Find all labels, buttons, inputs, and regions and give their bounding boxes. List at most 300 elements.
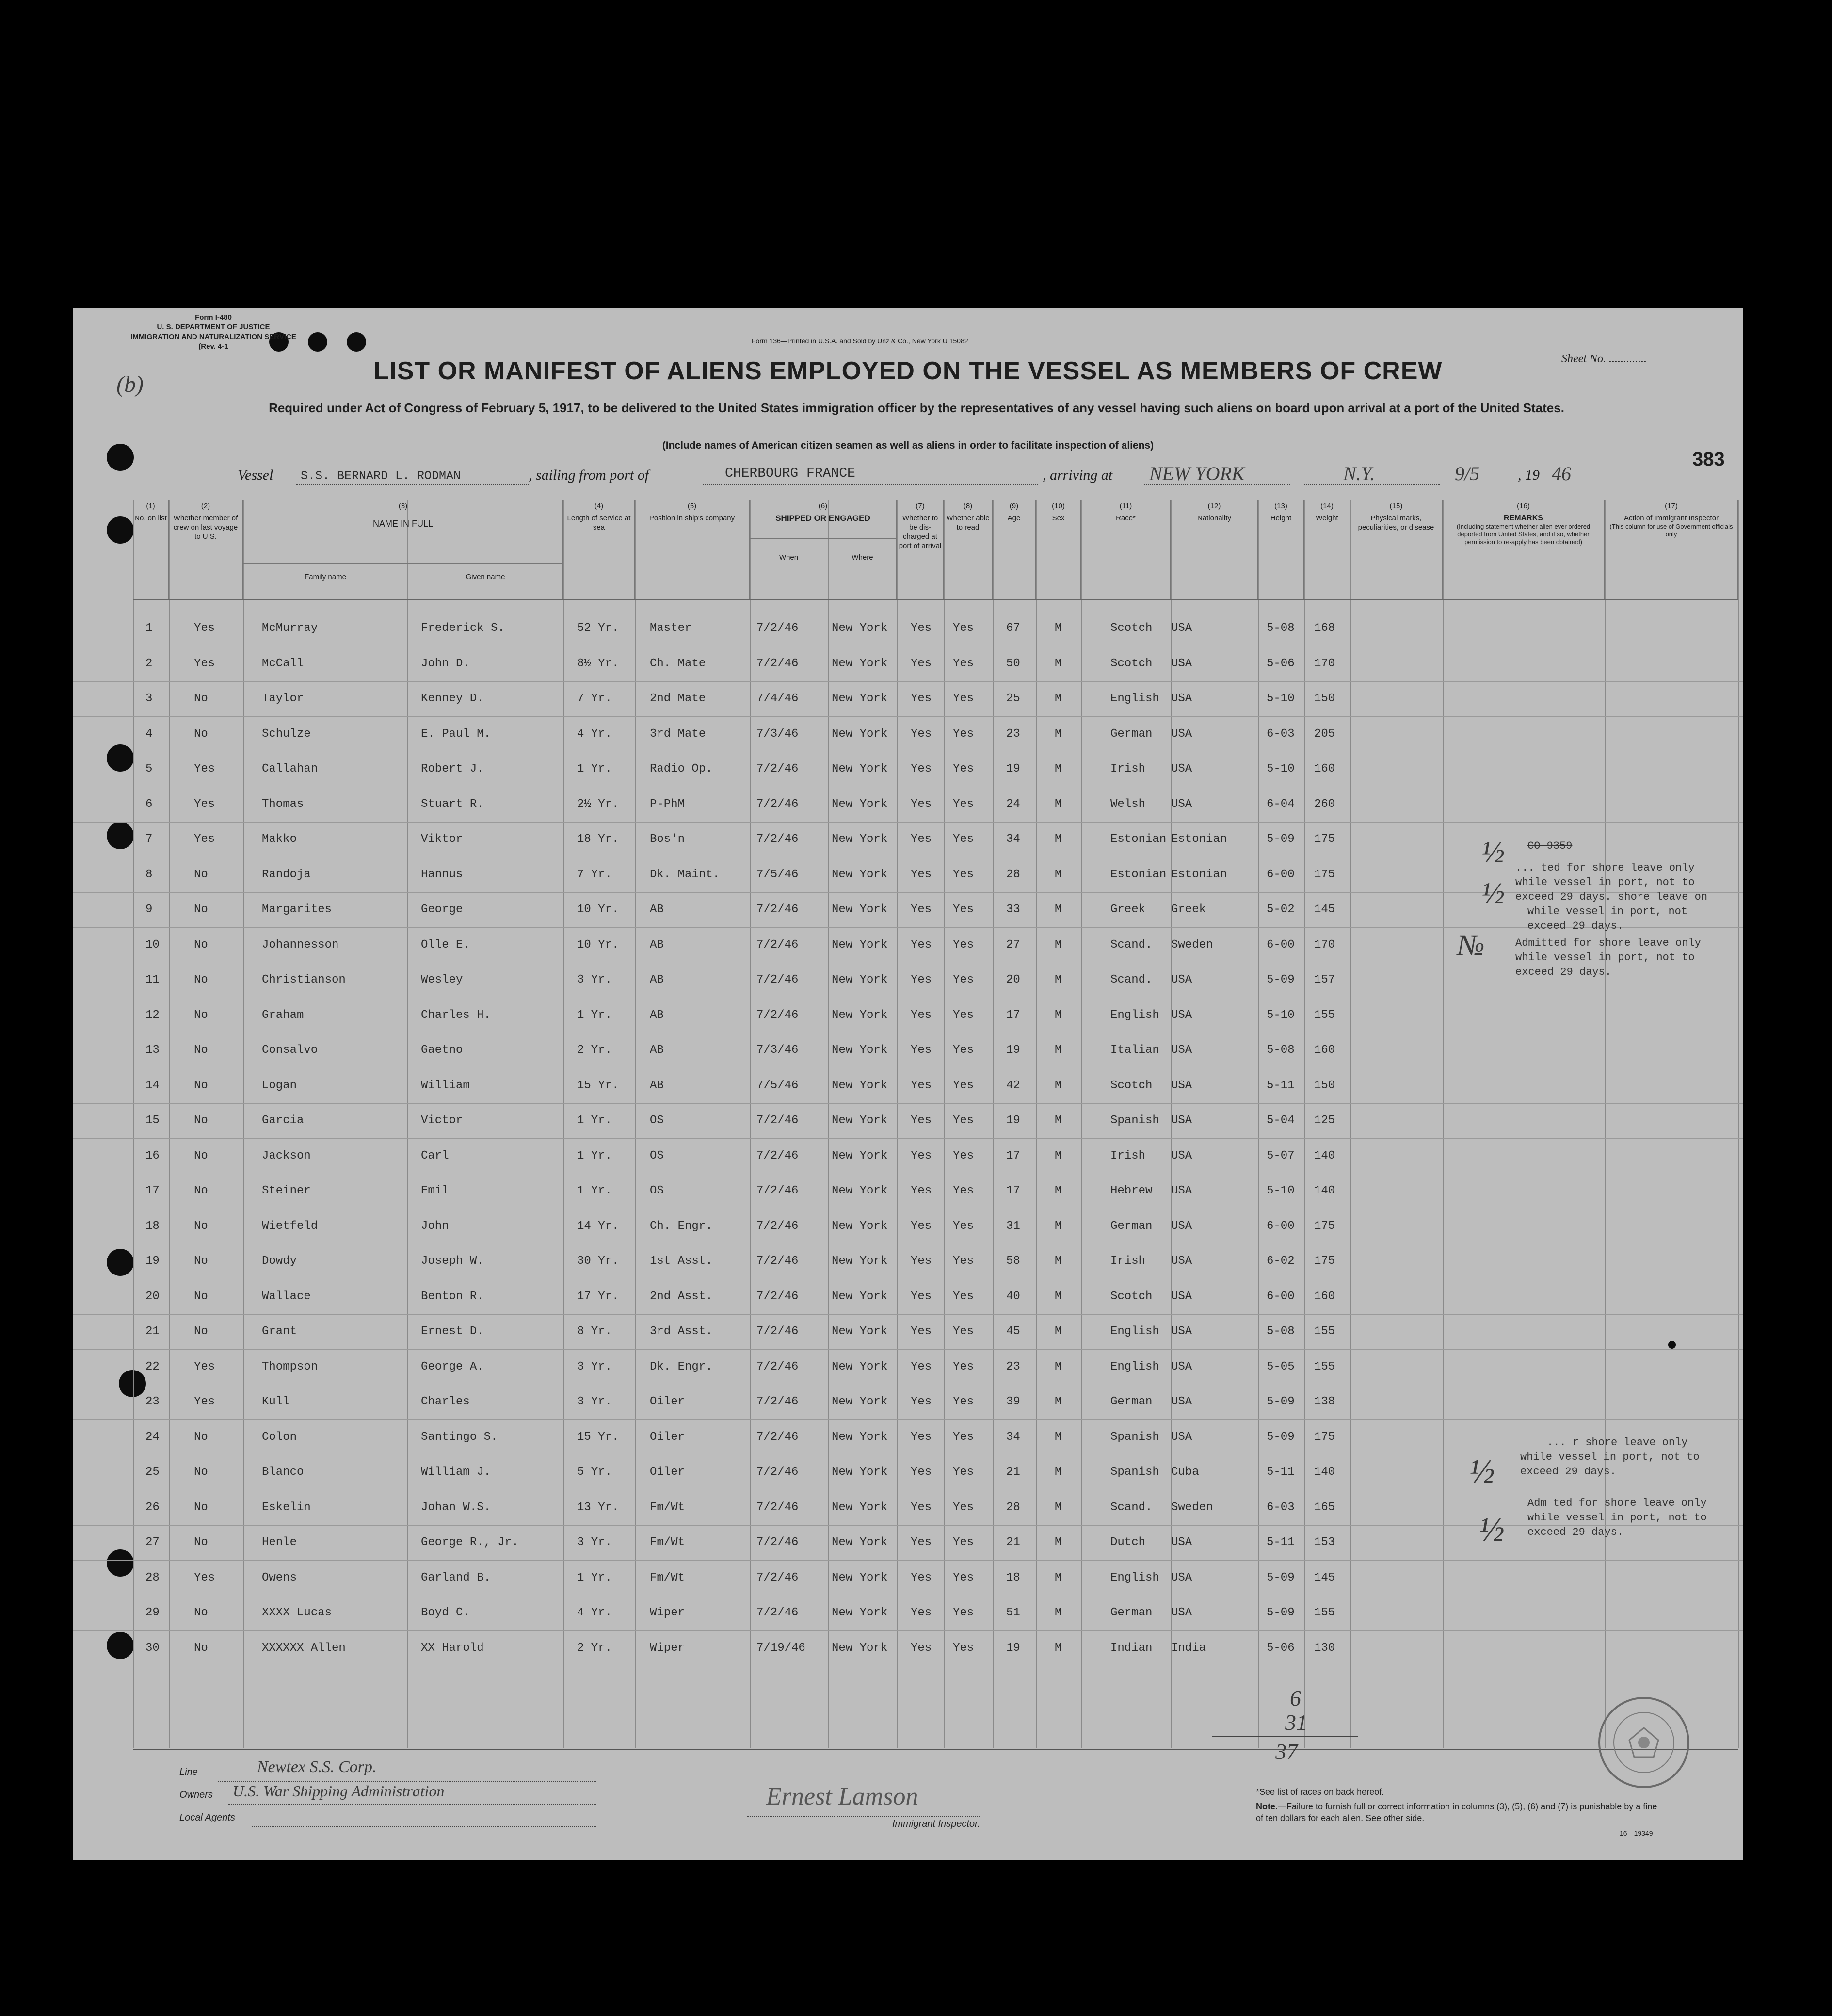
arriving-city: NEW YORK [1149, 463, 1245, 484]
cell-service: 17 Yr. [577, 1290, 619, 1303]
cell-last-voyage: Yes [194, 1360, 215, 1373]
cell-nationality: USA [1171, 1255, 1192, 1268]
cell-race: Greek [1110, 903, 1146, 916]
cell-race: Scotch [1110, 1290, 1153, 1303]
cell-nationality: Sweden [1171, 1500, 1213, 1514]
cell-when: 7/3/46 [756, 727, 799, 741]
cell-race: Scotch [1110, 657, 1153, 670]
cell-sex: M [1055, 1500, 1062, 1514]
cell-service: 1 Yr. [577, 1184, 612, 1197]
cell-service: 1 Yr. [577, 1149, 612, 1162]
cell-given: Viktor [421, 833, 463, 846]
cell-no: 17 [145, 1184, 160, 1197]
cell-sex: M [1055, 1325, 1062, 1338]
cell-read: Yes [953, 1149, 974, 1162]
cell-last-voyage: Yes [194, 1571, 215, 1584]
cell-height: 6-00 [1267, 938, 1295, 952]
cell-last-voyage: Yes [194, 797, 215, 811]
cell-where: New York [832, 657, 888, 670]
col-header-9: (9) Age [993, 500, 1036, 599]
cell-last-voyage: Yes [194, 622, 215, 635]
cell-service: 13 Yr. [577, 1500, 619, 1514]
cell-given: George R., Jr. [421, 1536, 519, 1549]
cell-when: 7/5/46 [756, 1079, 799, 1092]
cell-age: 17 [1006, 1149, 1020, 1162]
cell-no: 10 [145, 938, 160, 952]
cell-where: New York [832, 1500, 888, 1514]
cell-race: English [1110, 1325, 1159, 1338]
col-header-11: (11) Race* [1081, 500, 1171, 599]
cell-discharged: Yes [911, 1395, 932, 1408]
cell-where: New York [832, 1641, 888, 1655]
cell-age: 17 [1006, 1184, 1020, 1197]
cell-family: Wietfeld [262, 1219, 318, 1233]
cell-when: 7/2/46 [756, 1008, 799, 1022]
cell-given: Hannus [421, 868, 463, 881]
cell-family: Steiner [262, 1184, 311, 1197]
cell-where: New York [832, 1219, 888, 1233]
cell-given: William J. [421, 1466, 491, 1479]
cell-sex: M [1055, 903, 1062, 916]
cell-age: 21 [1006, 1536, 1020, 1549]
cell-weight: 140 [1314, 1149, 1335, 1162]
cell-weight: 170 [1314, 657, 1335, 670]
cell-sex: M [1055, 1430, 1062, 1444]
cell-weight: 155 [1314, 1008, 1335, 1022]
cell-when: 7/2/46 [756, 938, 799, 952]
cell-nationality: USA [1171, 1325, 1192, 1338]
cell-service: 2½ Yr. [577, 797, 619, 811]
cell-read: Yes [953, 797, 974, 811]
ink-dot [1668, 1341, 1676, 1349]
cell-sex: M [1055, 1255, 1062, 1268]
cell-weight: 140 [1314, 1184, 1335, 1197]
cell-family: Owens [262, 1571, 297, 1584]
cell-when: 7/2/46 [756, 1466, 799, 1479]
cell-age: 25 [1006, 692, 1020, 705]
cell-service: 1 Yr. [577, 762, 612, 775]
cell-sex: M [1055, 762, 1062, 775]
cell-nationality: USA [1171, 1079, 1192, 1092]
cell-discharged: Yes [911, 797, 932, 811]
cell-family: Taylor [262, 692, 304, 705]
cell-family: Blanco [262, 1466, 304, 1479]
remark-cancelled-number: CO-9359 [1527, 840, 1573, 852]
cell-no: 25 [145, 1466, 160, 1479]
cell-read: Yes [953, 692, 974, 705]
cell-discharged: Yes [911, 868, 932, 881]
cell-position: AB [650, 1008, 664, 1022]
table-row [73, 1174, 1743, 1209]
cell-height: 5-09 [1267, 1395, 1295, 1408]
cell-where: New York [832, 762, 888, 775]
cell-where: New York [832, 1606, 888, 1619]
cell-nationality: USA [1171, 1044, 1192, 1057]
cell-where: New York [832, 797, 888, 811]
year-prefix: , 19 [1518, 467, 1540, 483]
cell-given: Victor [421, 1114, 463, 1127]
cell-discharged: Yes [911, 1290, 932, 1303]
cell-height: 5-11 [1267, 1079, 1295, 1092]
cell-race: Irish [1110, 762, 1146, 775]
cell-where: New York [832, 1184, 888, 1197]
cell-discharged: Yes [911, 1466, 932, 1479]
cell-read: Yes [953, 938, 974, 952]
cell-read: Yes [953, 622, 974, 635]
cell-height: 5-10 [1267, 762, 1295, 775]
cell-when: 7/2/46 [756, 1325, 799, 1338]
cell-given: Boyd C. [421, 1606, 470, 1619]
cell-nationality: Estonian [1171, 868, 1227, 881]
cell-weight: 153 [1314, 1536, 1335, 1549]
tally-2: 31 [1285, 1710, 1307, 1735]
cell-read: Yes [953, 1044, 974, 1057]
cell-position: Radio Op. [650, 762, 713, 775]
cell-no: 2 [145, 657, 153, 670]
cell-age: 27 [1006, 938, 1020, 952]
cell-no: 15 [145, 1114, 160, 1127]
cell-age: 51 [1006, 1606, 1020, 1619]
cell-read: Yes [953, 1641, 974, 1655]
cell-family: Thompson [262, 1360, 318, 1373]
cell-service: 8½ Yr. [577, 657, 619, 670]
cell-discharged: Yes [911, 1360, 932, 1373]
cell-race: Spanish [1110, 1114, 1159, 1127]
cell-last-voyage: No [194, 1008, 208, 1022]
cell-weight: 157 [1314, 973, 1335, 986]
remark-line: Admitted for shore leave only [1515, 937, 1701, 949]
cell-given: John D. [421, 657, 470, 670]
cell-discharged: Yes [911, 657, 932, 670]
cell-sex: M [1055, 727, 1062, 741]
cell-service: 15 Yr. [577, 1430, 619, 1444]
cell-given: Charles [421, 1395, 470, 1408]
inspector-signature: Ernest Lamson [766, 1783, 918, 1810]
table-row [73, 646, 1743, 682]
cell-age: 45 [1006, 1325, 1020, 1338]
cell-where: New York [832, 903, 888, 916]
cell-family: Wallace [262, 1290, 311, 1303]
cell-family: Johannesson [262, 938, 339, 952]
cell-position: Oiler [650, 1395, 685, 1408]
cell-where: New York [832, 1008, 888, 1022]
cell-last-voyage: No [194, 938, 208, 952]
punch-hole [107, 516, 134, 544]
cell-discharged: Yes [911, 1641, 932, 1655]
cell-discharged: Yes [911, 1536, 932, 1549]
cell-family: Graham [262, 1008, 304, 1022]
cell-service: 4 Yr. [577, 1606, 612, 1619]
cell-last-voyage: No [194, 1114, 208, 1127]
punch-hole [308, 332, 327, 352]
cell-race: Scand. [1110, 938, 1153, 952]
col-header-6: (6) SHIPPED OR ENGAGED When Where [750, 500, 897, 599]
cell-height: 5-10 [1267, 692, 1295, 705]
cell-discharged: Yes [911, 1430, 932, 1444]
cell-sex: M [1055, 868, 1062, 881]
cell-race: German [1110, 1606, 1153, 1619]
cell-discharged: Yes [911, 762, 932, 775]
cell-discharged: Yes [911, 1500, 932, 1514]
cell-when: 7/2/46 [756, 1571, 799, 1584]
cell-given: Stuart R. [421, 797, 484, 811]
table-row [73, 787, 1743, 823]
cell-discharged: Yes [911, 1606, 932, 1619]
cell-no: 20 [145, 1290, 160, 1303]
voyage-line [238, 463, 1644, 487]
cell-age: 58 [1006, 1255, 1020, 1268]
cell-height: 6-04 [1267, 797, 1295, 811]
cell-nationality: India [1171, 1641, 1206, 1655]
cell-last-voyage: No [194, 1255, 208, 1268]
table-row [73, 1279, 1743, 1315]
cell-race: Welsh [1110, 797, 1146, 811]
cell-discharged: Yes [911, 973, 932, 986]
cell-given: George A. [421, 1360, 484, 1373]
cell-read: Yes [953, 1571, 974, 1584]
cell-when: 7/2/46 [756, 622, 799, 635]
local-agents-label: Local Agents [179, 1812, 235, 1823]
cell-last-voyage: No [194, 868, 208, 881]
cell-family: McCall [262, 657, 304, 670]
cell-sex: M [1055, 833, 1062, 846]
cell-service: 2 Yr. [577, 1044, 612, 1057]
cell-weight: 160 [1314, 1290, 1335, 1303]
cell-height: 6-00 [1267, 1290, 1295, 1303]
cell-last-voyage: No [194, 1184, 208, 1197]
cell-no: 19 [145, 1255, 160, 1268]
col-header-10: (10) Sex [1036, 500, 1081, 599]
cell-read: Yes [953, 1360, 974, 1373]
cell-nationality: USA [1171, 727, 1192, 741]
remark-line: Adm ted for shore leave only [1527, 1497, 1707, 1509]
cell-position: 2nd Asst. [650, 1290, 713, 1303]
cell-last-voyage: No [194, 1536, 208, 1549]
punch-hole [347, 332, 366, 352]
cell-given: Emil [421, 1184, 449, 1197]
arriving-label: , arriving at [1043, 467, 1113, 483]
cell-service: 1 Yr. [577, 1008, 612, 1022]
cell-where: New York [832, 1255, 888, 1268]
cell-race: English [1110, 1360, 1159, 1373]
cell-position: OS [650, 1114, 664, 1127]
cell-no: 16 [145, 1149, 160, 1162]
cell-nationality: USA [1171, 1114, 1192, 1127]
cell-read: Yes [953, 1395, 974, 1408]
cell-nationality: USA [1171, 1536, 1192, 1549]
cell-sex: M [1055, 657, 1062, 670]
arriving-state: N.Y. [1343, 463, 1375, 484]
cell-where: New York [832, 727, 888, 741]
cell-position: AB [650, 903, 664, 916]
cell-service: 4 Yr. [577, 727, 612, 741]
cell-given: William [421, 1079, 470, 1092]
remark-line: exceed 29 days. [1527, 1526, 1624, 1538]
cell-last-voyage: No [194, 727, 208, 741]
cell-nationality: USA [1171, 1430, 1192, 1444]
cell-service: 52 Yr. [577, 622, 619, 635]
cell-family: XXXXXX Allen [262, 1641, 346, 1655]
cell-race: Estonian [1110, 868, 1167, 881]
cell-where: New York [832, 833, 888, 846]
cell-age: 34 [1006, 833, 1020, 846]
col-header-12: (12) Nationality [1171, 500, 1258, 599]
cell-family: Kull [262, 1395, 290, 1408]
col-header-7: (7) Whether to be dis-charged at port of arrival [897, 500, 944, 599]
cell-where: New York [832, 938, 888, 952]
cell-sex: M [1055, 1290, 1062, 1303]
cell-family: Consalvo [262, 1044, 318, 1057]
printer-line: Form 136—Printed in U.S.A. and Sold by Unz & Co., New York U 15082 [752, 337, 968, 345]
cell-when: 7/2/46 [756, 903, 799, 916]
cell-read: Yes [953, 1430, 974, 1444]
cell-discharged: Yes [911, 1079, 932, 1092]
cell-sex: M [1055, 1008, 1062, 1022]
cell-read: Yes [953, 1079, 974, 1092]
cell-discharged: Yes [911, 1219, 932, 1233]
table-row [73, 681, 1743, 717]
cell-discharged: Yes [911, 1571, 932, 1584]
cell-weight: 145 [1314, 903, 1335, 916]
cell-position: Fm/Wt [650, 1571, 685, 1584]
cell-weight: 175 [1314, 1255, 1335, 1268]
cell-discharged: Yes [911, 622, 932, 635]
table-row [73, 1631, 1743, 1666]
cell-height: 5-08 [1267, 1044, 1295, 1057]
cell-discharged: Yes [911, 727, 932, 741]
cell-weight: 145 [1314, 1571, 1335, 1584]
cell-where: New York [832, 1571, 888, 1584]
cell-no: 3 [145, 692, 153, 705]
vessel-name: S.S. BERNARD L. RODMAN [301, 469, 461, 483]
cell-race: Spanish [1110, 1430, 1159, 1444]
cell-age: 34 [1006, 1430, 1020, 1444]
cell-age: 20 [1006, 973, 1020, 986]
cell-where: New York [832, 1466, 888, 1479]
cell-where: New York [832, 1360, 888, 1373]
cell-height: 5-09 [1267, 973, 1295, 986]
cell-family: Dowdy [262, 1255, 297, 1268]
cell-discharged: Yes [911, 903, 932, 916]
arrival-year: 46 [1552, 463, 1571, 484]
cell-last-voyage: No [194, 1641, 208, 1655]
remark-line: exceed 29 days. [1527, 920, 1624, 932]
cell-service: 18 Yr. [577, 833, 619, 846]
tally-total: 37 [1275, 1739, 1298, 1764]
cell-weight: 160 [1314, 1044, 1335, 1057]
page-stamp-number: 383 [1692, 449, 1725, 470]
cell-nationality: Greek [1171, 903, 1206, 916]
vessel-label: Vessel [238, 467, 273, 483]
cell-age: 19 [1006, 1044, 1020, 1057]
cell-position: 3rd Mate [650, 727, 706, 741]
cell-race: Spanish [1110, 1466, 1159, 1479]
cell-last-voyage: No [194, 1290, 208, 1303]
cell-where: New York [832, 1325, 888, 1338]
cell-height: 5-09 [1267, 1606, 1295, 1619]
cell-age: 40 [1006, 1290, 1020, 1303]
cell-when: 7/2/46 [756, 657, 799, 670]
cell-service: 2 Yr. [577, 1641, 612, 1655]
cell-read: Yes [953, 1219, 974, 1233]
remark-line: while vessel in port, not to [1515, 876, 1695, 888]
cell-given: Joseph W. [421, 1255, 484, 1268]
cell-read: Yes [953, 727, 974, 741]
cell-position: Master [650, 622, 692, 635]
cell-where: New York [832, 1395, 888, 1408]
cell-when: 7/2/46 [756, 1149, 799, 1162]
col-header-3: (3) NAME IN FULL Family name Given name [243, 500, 563, 599]
col-header-2: (2) Whether member of crew on last voyage to U.S. [169, 500, 243, 599]
tally-1: 6 [1290, 1686, 1301, 1710]
cell-position: AB [650, 938, 664, 952]
remark-line: exceed 29 days. [1520, 1466, 1617, 1478]
cell-read: Yes [953, 833, 974, 846]
cell-sex: M [1055, 1466, 1062, 1479]
cell-last-voyage: Yes [194, 762, 215, 775]
cell-weight: 140 [1314, 1466, 1335, 1479]
cell-last-voyage: No [194, 1500, 208, 1514]
cell-height: 5-07 [1267, 1149, 1295, 1162]
cell-when: 7/2/46 [756, 1255, 799, 1268]
cell-read: Yes [953, 1184, 974, 1197]
cell-read: Yes [953, 1290, 974, 1303]
cell-given: Olle E. [421, 938, 470, 952]
cell-when: 7/2/46 [756, 973, 799, 986]
cell-read: Yes [953, 1114, 974, 1127]
cell-sex: M [1055, 1079, 1062, 1092]
cell-sex: M [1055, 1219, 1062, 1233]
cell-age: 23 [1006, 727, 1020, 741]
cell-given: Santingo S. [421, 1430, 498, 1444]
cell-discharged: Yes [911, 1184, 932, 1197]
cell-weight: 138 [1314, 1395, 1335, 1408]
cell-race: German [1110, 1219, 1153, 1233]
cell-when: 7/3/46 [756, 1044, 799, 1057]
cell-last-voyage: No [194, 1430, 208, 1444]
table-row [73, 1596, 1743, 1631]
cell-weight: 175 [1314, 1430, 1335, 1444]
cell-sex: M [1055, 1641, 1062, 1655]
cell-weight: 155 [1314, 1606, 1335, 1619]
remark-initials: № [1457, 929, 1485, 961]
cell-position: AB [650, 1079, 664, 1092]
col-header-15: (15) Physical marks, peculiarities, or disease [1350, 500, 1443, 599]
handwritten-mark: (b) [116, 371, 144, 397]
cell-race: Italian [1110, 1044, 1159, 1057]
cell-nationality: USA [1171, 622, 1192, 635]
cell-nationality: USA [1171, 692, 1192, 705]
cell-no: 1 [145, 622, 153, 635]
cell-family: Randoja [262, 868, 311, 881]
cell-no: 7 [145, 833, 153, 846]
cell-height: 6-03 [1267, 727, 1295, 741]
cell-height: 6-03 [1267, 1500, 1295, 1514]
cell-given: XX Harold [421, 1641, 484, 1655]
cell-position: OS [650, 1149, 664, 1162]
cell-sex: M [1055, 1184, 1062, 1197]
cell-no: 14 [145, 1079, 160, 1092]
cell-height: 5-09 [1267, 1571, 1295, 1584]
cell-family: XXXX Lucas [262, 1606, 332, 1619]
cell-service: 7 Yr. [577, 868, 612, 881]
cell-family: McMurray [262, 622, 318, 635]
cell-nationality: USA [1171, 1360, 1192, 1373]
cell-race: English [1110, 1571, 1159, 1584]
cell-weight: 165 [1314, 1500, 1335, 1514]
cell-service: 14 Yr. [577, 1219, 619, 1233]
cell-where: New York [832, 1044, 888, 1057]
